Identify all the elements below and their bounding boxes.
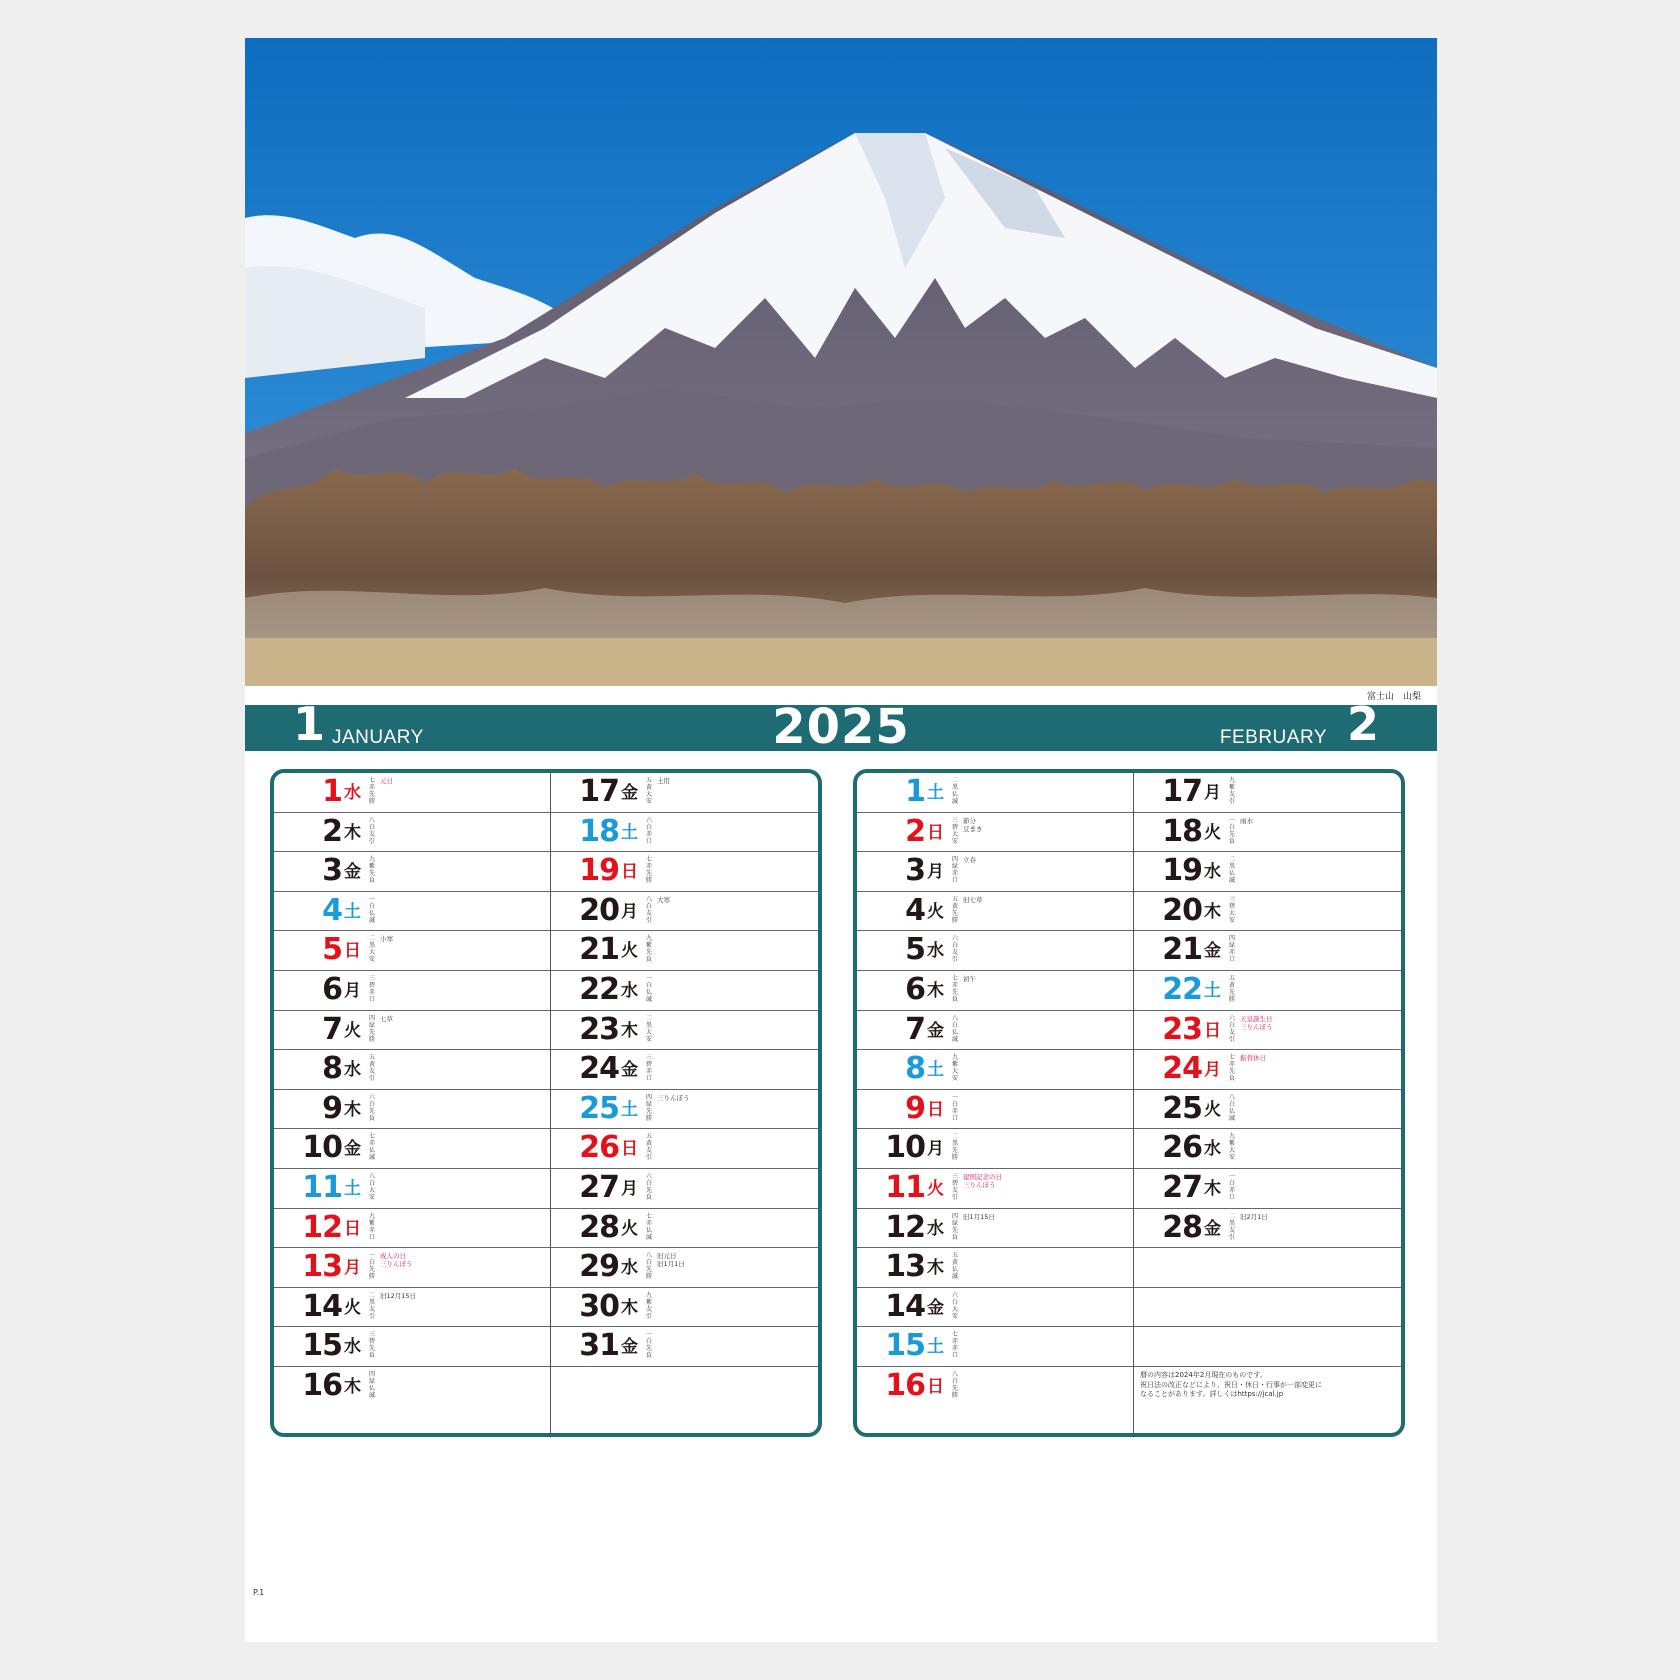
- day-row: [274, 813, 550, 853]
- day-number: 17: [1162, 774, 1202, 809]
- day-number: 26: [1162, 1130, 1202, 1166]
- day-number: 26: [579, 1130, 619, 1166]
- rokuyo-label: 二黒 大安: [646, 1014, 653, 1043]
- photo-caption: 富士山 山梨: [1366, 692, 1421, 702]
- rokuyo-label: 三碧 先負: [369, 1331, 376, 1360]
- day-number: 12: [302, 1209, 342, 1245]
- rokuyo-label: 五黄 友引: [369, 1054, 376, 1083]
- day-number: 31: [579, 1328, 619, 1364]
- event-label: 大寒: [657, 895, 670, 904]
- day-of-week: 木: [344, 1099, 361, 1120]
- day-of-week: 土: [927, 783, 944, 803]
- day-number: 7: [905, 1011, 925, 1047]
- rokuyo-label: 六白 友引: [952, 935, 959, 964]
- day-number: 30: [579, 1288, 619, 1324]
- rokuyo-label: 六白 友引: [1229, 1014, 1236, 1043]
- rokuyo-label: 七赤 先負: [1229, 1054, 1236, 1083]
- rokuyo-label: 九紫 先負: [646, 935, 653, 964]
- day-of-week: 土: [621, 822, 638, 843]
- rokuyo-label: 三碧 大安: [952, 816, 959, 845]
- day-of-week: 金: [621, 783, 638, 803]
- event-label: 建国記念の日 三りんぼう: [963, 1173, 1002, 1189]
- day-number: 2: [905, 813, 925, 849]
- rokuyo-label: 六白 先負: [646, 1173, 653, 1201]
- day-row: [274, 971, 550, 1011]
- right-month-name: FEBRUARY: [1219, 727, 1327, 748]
- day-row: [857, 773, 1133, 813]
- day-row: [274, 1050, 550, 1090]
- day-number: 22: [1162, 972, 1202, 1007]
- rokuyo-label: 七赤 仏滅: [646, 1212, 653, 1241]
- rokuyo-label: 九紫 先負: [369, 856, 376, 885]
- day-number: 8: [905, 1051, 925, 1087]
- day-row: [1134, 1011, 1405, 1051]
- day-row: [551, 1327, 822, 1367]
- day-number: 14: [302, 1288, 342, 1324]
- rokuyo-label: 二黒 友引: [1229, 1212, 1236, 1241]
- rokuyo-label: 五黄 先勝: [1229, 975, 1236, 1003]
- day-row: [274, 1248, 550, 1288]
- day-number: 9: [905, 1090, 925, 1126]
- day-of-week: 木: [344, 1377, 361, 1397]
- day-row: [274, 892, 550, 932]
- day-row: [857, 892, 1133, 932]
- day-row: [274, 1209, 550, 1249]
- day-number: 5: [322, 932, 342, 968]
- day-of-week: 火: [1204, 1099, 1221, 1120]
- event-label: 雨水: [1240, 816, 1253, 825]
- day-row: [551, 1367, 822, 1407]
- event-label: 振替休日: [1240, 1054, 1266, 1063]
- day-number: 11: [885, 1170, 925, 1205]
- day-of-week: 木: [927, 1258, 944, 1279]
- day-of-week: 金: [621, 1337, 638, 1358]
- event-label: 元日: [380, 777, 393, 785]
- rokuyo-label: 四緑 先負: [952, 1212, 959, 1241]
- day-row: [274, 852, 550, 892]
- day-number: 13: [302, 1249, 342, 1285]
- day-row: [1134, 773, 1405, 813]
- left-month-number: 1: [293, 697, 326, 751]
- day-row: [857, 1288, 1133, 1328]
- event-label: 旧元日 旧1月1日: [657, 1252, 685, 1269]
- event-label: 成人の日 三りんぼう: [380, 1252, 413, 1269]
- rokuyo-label: 二黒 仏滅: [1229, 856, 1236, 885]
- day-number: 17: [579, 774, 619, 809]
- day-number: 4: [322, 892, 342, 928]
- rokuyo-label: 八白 仏滅: [952, 1014, 959, 1043]
- day-of-week: 月: [1204, 1060, 1221, 1081]
- day-of-week: 火: [621, 1218, 638, 1239]
- day-number: 21: [1162, 932, 1202, 968]
- day-of-week: 木: [1204, 1179, 1221, 1199]
- day-number: 27: [579, 1170, 619, 1205]
- rokuyo-label: 四緑 赤口: [952, 856, 959, 885]
- day-row: [551, 1288, 822, 1328]
- rokuyo-label: 一白 仏滅: [369, 895, 376, 924]
- day-of-week: 水: [1204, 1139, 1221, 1160]
- rokuyo-label: 五黄 大安: [646, 777, 653, 805]
- day-row: [1134, 1090, 1405, 1130]
- day-number: 5: [905, 932, 925, 968]
- day-row: [857, 1327, 1133, 1367]
- january-column-1: [274, 773, 550, 1433]
- day-of-week: 日: [927, 1099, 944, 1120]
- rokuyo-label: 九紫 友引: [646, 1291, 653, 1320]
- rokuyo-label: 八白 仏滅: [1229, 1093, 1236, 1122]
- day-row: [274, 1288, 550, 1328]
- rokuyo-label: 六白 先負: [369, 1093, 376, 1122]
- day-row: [857, 813, 1133, 853]
- day-number: 18: [1162, 813, 1202, 849]
- day-of-week: 金: [927, 1297, 944, 1318]
- day-of-week: 土: [927, 1060, 944, 1081]
- day-row: [274, 1327, 550, 1367]
- day-row: [274, 1129, 550, 1169]
- day-number: 23: [1162, 1011, 1202, 1047]
- day-row: [857, 1050, 1133, 1090]
- day-number: 15: [885, 1328, 925, 1364]
- left-month-name: JANUARY: [332, 727, 424, 748]
- day-row: [551, 852, 822, 892]
- day-of-week: 日: [927, 1377, 944, 1397]
- day-row: [1134, 892, 1405, 932]
- day-row: [274, 1367, 550, 1407]
- day-row: [857, 1011, 1133, 1051]
- rokuyo-label: 一白 先負: [1229, 816, 1236, 845]
- day-row: [551, 1011, 822, 1051]
- right-month-number: 2: [1346, 697, 1379, 751]
- rokuyo-label: 七赤 先勝: [646, 856, 653, 885]
- day-number: 16: [885, 1368, 925, 1403]
- rokuyo-label: 二黒 大安: [369, 935, 376, 964]
- day-of-week: 日: [621, 1139, 638, 1160]
- day-of-week: 月: [927, 862, 944, 883]
- day-of-week: 土: [621, 1099, 638, 1120]
- event-label: 小寒: [380, 935, 393, 944]
- day-of-week: 水: [927, 1218, 944, 1239]
- rokuyo-label: 五黄 友引: [646, 1133, 653, 1162]
- day-number: 20: [1162, 892, 1202, 928]
- day-number: 6: [322, 972, 342, 1007]
- day-row: [857, 852, 1133, 892]
- day-of-week: 月: [344, 981, 361, 1001]
- rokuyo-label: 五黄 仏滅: [952, 1252, 959, 1281]
- day-of-week: 日: [621, 862, 638, 883]
- rokuyo-label: 三碧 大安: [1229, 895, 1236, 924]
- rokuyo-label: 九紫 赤口: [369, 1212, 376, 1241]
- event-label: 天皇誕生日 三りんぼう: [1240, 1014, 1273, 1031]
- day-row: [1134, 971, 1405, 1011]
- day-row: [857, 1367, 1133, 1407]
- day-row: [857, 1129, 1133, 1169]
- rokuyo-label: 一白 先負: [646, 1331, 653, 1360]
- day-row: [551, 931, 822, 971]
- day-row: [1134, 1248, 1405, 1288]
- rokuyo-label: 二黒 友引: [369, 1291, 376, 1320]
- day-of-week: 月: [1204, 783, 1221, 803]
- day-of-week: 金: [621, 1060, 638, 1081]
- day-row: [1134, 1129, 1405, 1169]
- rokuyo-label: 二黒 先勝: [952, 1133, 959, 1162]
- rokuyo-label: 四緑 仏滅: [369, 1371, 376, 1399]
- day-row: [551, 1129, 822, 1169]
- day-row: [857, 971, 1133, 1011]
- rokuyo-label: 八白 先勝: [646, 1252, 653, 1281]
- day-of-week: 金: [344, 862, 361, 883]
- day-row: [551, 1050, 822, 1090]
- day-row: [857, 1090, 1133, 1130]
- rokuyo-label: 七赤 先勝: [369, 777, 376, 805]
- event-label: 立春: [963, 856, 976, 865]
- day-number: 12: [885, 1209, 925, 1245]
- day-of-week: 水: [344, 783, 361, 803]
- february-column-1: [857, 773, 1133, 1433]
- event-label: 七草: [380, 1014, 393, 1023]
- rokuyo-label: 七赤 先負: [952, 975, 959, 1003]
- day-number: 29: [579, 1249, 619, 1285]
- rokuyo-label: 三碧 友引: [952, 1173, 959, 1201]
- day-number: 23: [579, 1011, 619, 1047]
- day-number: 24: [579, 1051, 619, 1087]
- day-row: [1134, 1169, 1405, 1209]
- calendar-sheet: [245, 38, 1437, 1642]
- day-number: 6: [905, 972, 925, 1007]
- day-number: 13: [885, 1249, 925, 1285]
- event-label: 土用: [657, 777, 670, 785]
- day-row: [1134, 813, 1405, 853]
- day-number: 16: [302, 1368, 342, 1403]
- day-number: 8: [322, 1051, 342, 1087]
- day-of-week: 月: [621, 1179, 638, 1199]
- rokuyo-label: 二黒 仏滅: [952, 777, 959, 805]
- day-of-week: 火: [621, 941, 638, 962]
- day-number: 14: [885, 1288, 925, 1324]
- rokuyo-label: 六白 赤口: [646, 816, 653, 845]
- day-row: [274, 931, 550, 971]
- day-of-week: 日: [1204, 1020, 1221, 1041]
- day-row: [857, 1209, 1133, 1249]
- day-row: [274, 1169, 550, 1209]
- rokuyo-label: 八白 友引: [369, 816, 376, 845]
- day-number: 1: [322, 774, 342, 809]
- rokuyo-label: 四緑 先勝: [646, 1093, 653, 1122]
- rokuyo-label: 九紫 大安: [952, 1054, 959, 1083]
- day-row: [551, 773, 822, 813]
- rokuyo-label: 九紫 大安: [1229, 1133, 1236, 1162]
- day-row: [857, 931, 1133, 971]
- day-row: [551, 1169, 822, 1209]
- page-number: P.1: [253, 1588, 265, 1597]
- day-of-week: 土: [344, 1179, 361, 1199]
- day-of-week: 金: [927, 1020, 944, 1041]
- day-of-week: 水: [927, 941, 944, 962]
- day-row: [1134, 1367, 1405, 1407]
- day-row: [857, 1248, 1133, 1288]
- rokuyo-label: 九紫 友引: [1229, 777, 1236, 805]
- rokuyo-label: 八白 友引: [646, 895, 653, 924]
- february-column-2: [1133, 773, 1405, 1433]
- rokuyo-label: 七赤 仏滅: [369, 1133, 376, 1162]
- day-of-week: 月: [927, 1139, 944, 1160]
- rokuyo-label: 七赤 赤口: [952, 1331, 959, 1360]
- day-of-week: 火: [1204, 822, 1221, 843]
- february-panel: [853, 769, 1405, 1437]
- rokuyo-label: 四緑 先勝: [369, 1014, 376, 1043]
- day-number: 15: [302, 1328, 342, 1364]
- day-row: [857, 1169, 1133, 1209]
- day-row: [1134, 1209, 1405, 1249]
- day-number: 21: [579, 932, 619, 968]
- rokuyo-label: 三碧 赤口: [646, 1054, 653, 1083]
- day-number: 3: [905, 853, 925, 889]
- rokuyo-label: 三碧 赤口: [369, 975, 376, 1003]
- day-of-week: 火: [927, 901, 944, 922]
- day-of-week: 土: [1204, 981, 1221, 1001]
- day-of-week: 月: [621, 901, 638, 922]
- calendar-note: 暦の内容は2024年2月現在のものです。 祝日法の改正などにより、祝日・休日・行事が一部変更に なることがあります。詳しくはhttps://jcal.jp: [1140, 1371, 1322, 1398]
- day-row: [274, 1011, 550, 1051]
- rokuyo-label: 五黄 先勝: [952, 895, 959, 924]
- day-number: 25: [579, 1090, 619, 1126]
- day-of-week: 日: [344, 941, 361, 962]
- event-label: 初午: [963, 975, 976, 983]
- day-number: 25: [1162, 1090, 1202, 1126]
- event-label: 三りんぼう: [657, 1093, 690, 1102]
- day-row: [1134, 1288, 1405, 1328]
- day-number: 3: [322, 853, 342, 889]
- day-row: [274, 1090, 550, 1130]
- day-of-week: 金: [1204, 1218, 1221, 1239]
- day-of-week: 木: [621, 1297, 638, 1318]
- day-number: 7: [322, 1011, 342, 1047]
- day-number: 24: [1162, 1051, 1202, 1087]
- rokuyo-label: 八白 大安: [369, 1173, 376, 1201]
- day-number: 19: [1162, 853, 1202, 889]
- day-row: [551, 813, 822, 853]
- day-row: [1134, 1327, 1405, 1367]
- day-number: 28: [579, 1209, 619, 1245]
- event-label: 旧1月15日: [963, 1212, 995, 1221]
- day-of-week: 土: [344, 901, 361, 922]
- day-number: 20: [579, 892, 619, 928]
- day-of-week: 木: [927, 981, 944, 1001]
- day-number: 4: [905, 892, 925, 928]
- day-of-week: 日: [344, 1218, 361, 1239]
- day-number: 18: [579, 813, 619, 849]
- day-number: 1: [905, 774, 925, 809]
- day-of-week: 金: [344, 1139, 361, 1160]
- event-label: 旧七草: [963, 895, 983, 904]
- rokuyo-label: 四緑 赤口: [1229, 935, 1236, 964]
- event-label: 節分 豆まき: [963, 816, 983, 833]
- rokuyo-label: 一白 赤口: [952, 1093, 959, 1122]
- january-panel: [270, 769, 822, 1437]
- mount-fuji-photo: [245, 38, 1437, 686]
- day-number: 10: [885, 1130, 925, 1166]
- day-of-week: 水: [1204, 862, 1221, 883]
- day-of-week: 水: [344, 1060, 361, 1081]
- day-row: [551, 971, 822, 1011]
- day-of-week: 金: [1204, 941, 1221, 962]
- day-row: [551, 892, 822, 932]
- day-row: [274, 773, 550, 813]
- day-number: 2: [322, 813, 342, 849]
- day-of-week: 火: [344, 1020, 361, 1041]
- day-of-week: 水: [621, 1258, 638, 1279]
- rokuyo-label: 六白 大安: [952, 1291, 959, 1320]
- day-number: 27: [1162, 1170, 1202, 1205]
- day-row: [1134, 1050, 1405, 1090]
- rokuyo-label: 一白 赤口: [1229, 1173, 1236, 1201]
- rokuyo-label: 八白 先勝: [952, 1371, 959, 1399]
- year-title: 2025: [772, 699, 910, 755]
- day-row: [1134, 852, 1405, 892]
- day-of-week: 木: [621, 1020, 638, 1041]
- day-of-week: 木: [344, 822, 361, 843]
- day-of-week: 水: [344, 1337, 361, 1358]
- day-of-week: 水: [621, 981, 638, 1001]
- day-of-week: 木: [1204, 901, 1221, 922]
- day-number: 10: [302, 1130, 342, 1166]
- day-row: [551, 1248, 822, 1288]
- day-number: 11: [302, 1170, 342, 1205]
- day-row: [551, 1209, 822, 1249]
- day-of-week: 日: [927, 822, 944, 843]
- january-column-2: [550, 773, 822, 1433]
- day-number: 19: [579, 853, 619, 889]
- day-number: 22: [579, 972, 619, 1007]
- day-of-week: 火: [927, 1179, 944, 1199]
- rokuyo-label: 一白 仏滅: [646, 975, 653, 1003]
- rokuyo-label: 一白 先勝: [369, 1252, 376, 1281]
- day-number: 9: [322, 1090, 342, 1126]
- day-of-week: 火: [344, 1297, 361, 1318]
- day-row: [1134, 931, 1405, 971]
- day-of-week: 土: [927, 1337, 944, 1358]
- event-label: 旧12月15日: [380, 1291, 417, 1300]
- event-label: 旧2月1日: [1240, 1212, 1268, 1221]
- day-row: [551, 1090, 822, 1130]
- day-of-week: 月: [344, 1258, 361, 1279]
- day-number: 28: [1162, 1209, 1202, 1245]
